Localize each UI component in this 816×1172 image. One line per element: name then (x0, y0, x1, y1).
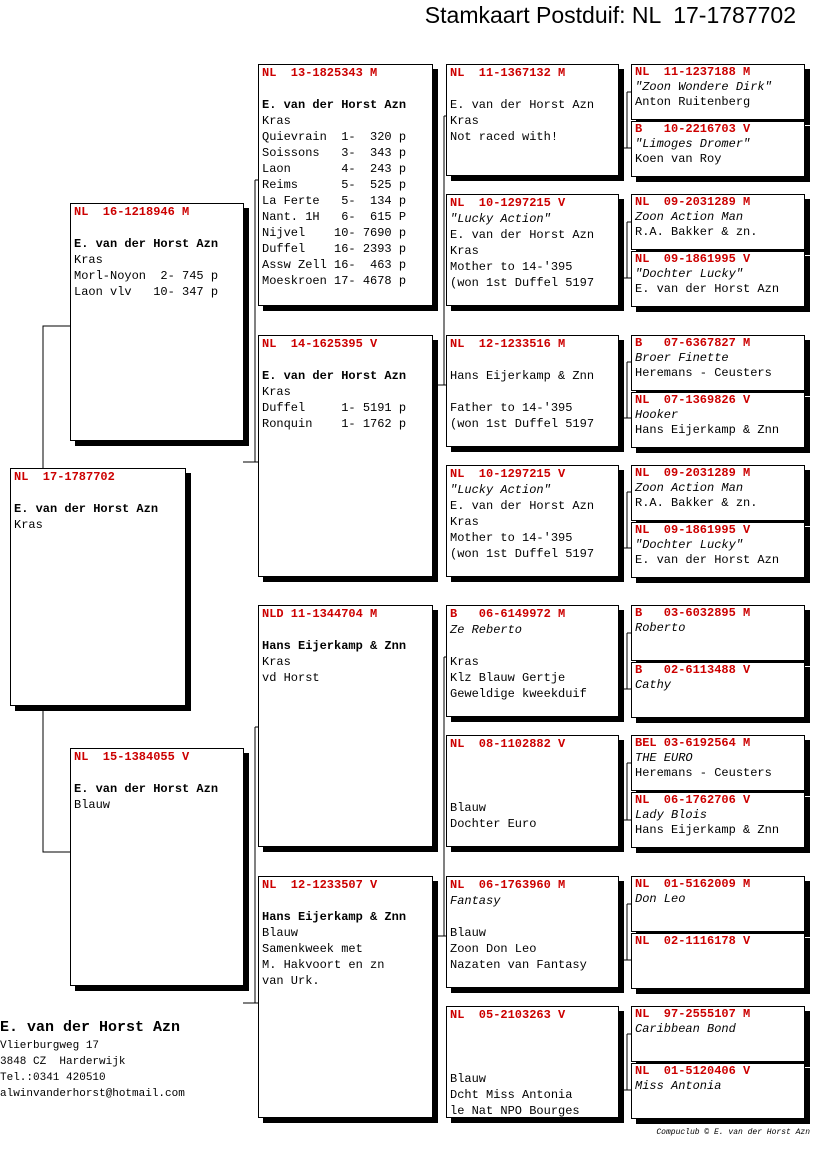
card-line: Kras (450, 114, 479, 128)
card-line (635, 1094, 801, 1109)
card-line: Father to 14-'395 (450, 401, 573, 415)
ring-number: NL 15-1384055 V (74, 750, 190, 764)
pigeon-card-gggp8[interactable] (631, 522, 805, 578)
card-line: Nijvel 10- 7690 p (262, 226, 407, 240)
ring-number: NL 12-1233507 V (262, 878, 378, 892)
ring-number: NL 06-1763960 M (450, 878, 566, 892)
card-line: E. van der Horst Azn (635, 553, 780, 567)
card-line: Caribbean Bond (635, 1022, 736, 1036)
card-line: Hans Eijerkamp & Znn (262, 639, 407, 653)
card-line: "Dochter Lucky" (635, 267, 744, 281)
card-line (450, 752, 615, 768)
card-line: Don Leo (635, 892, 686, 906)
ring-number: NL 11-1367132 M (450, 66, 566, 80)
pigeon-card-gggp4[interactable] (631, 251, 805, 307)
card-line: E. van der Horst Azn (14, 502, 159, 516)
ring-number: NL 14-1625395 V (262, 337, 378, 351)
pigeon-card-gggp5[interactable] (631, 335, 805, 391)
card-line: E. van der Horst Azn (74, 782, 219, 796)
pigeon-card-gp1[interactable] (258, 64, 433, 306)
card-line: E. van der Horst Azn (450, 98, 595, 112)
pigeon-card-gp4[interactable] (258, 876, 433, 1118)
pigeon-card-subject[interactable] (10, 468, 186, 706)
card-line (635, 907, 801, 922)
card-line: van Urk. (262, 974, 320, 988)
ring-number: B 02-6113488 V (635, 663, 751, 677)
card-line: Blauw (450, 1072, 487, 1086)
card-line: Broer Finette (635, 351, 729, 365)
card-line: Zoon Action Man (635, 210, 744, 224)
pigeon-card-gggp11[interactable] (631, 735, 805, 791)
card-line: Mother to 14-'395 (450, 260, 573, 274)
ring-number: NL 10-1297215 V (450, 467, 566, 481)
ring-number: NL 97-2555107 M (635, 1007, 751, 1021)
card-line: R.A. Bakker & zn. (635, 225, 758, 239)
card-line (635, 636, 801, 651)
owner-email[interactable]: alwinvanderhorst@hotmail.com (0, 1088, 185, 1100)
page-title: Stamkaart Postduif: NL 17-1787702 (424, 2, 796, 28)
card-line: "Limoges Dromer" (635, 137, 751, 151)
ring-number: NL 17-1787702 (14, 470, 115, 484)
card-line (14, 485, 182, 501)
card-line (262, 893, 429, 909)
pigeon-card-gggp9[interactable] (631, 605, 805, 661)
card-line: E. van der Horst Azn (635, 282, 780, 296)
pigeon-card-gggp3[interactable] (631, 194, 805, 250)
pigeon-card-ggp6[interactable] (446, 735, 619, 847)
card-line (635, 693, 801, 708)
ring-number: NL 12-1233516 M (450, 337, 566, 351)
card-line (450, 909, 615, 925)
card-line: Blauw (262, 926, 299, 940)
card-line: Hans Eijerkamp & Znn (450, 369, 595, 383)
pigeon-card-ggp3[interactable] (446, 335, 619, 447)
card-line: Mother to 14-'395 (450, 531, 573, 545)
pigeon-card-sire[interactable] (70, 203, 244, 441)
card-line: Zoon Don Leo (450, 942, 537, 956)
pigeon-card-ggp7[interactable] (446, 876, 619, 988)
card-line: Kras (450, 655, 479, 669)
ring-number: NL 16-1218946 M (74, 205, 190, 219)
card-line: (won 1st Duffel 5197 (450, 547, 595, 561)
ring-number: BEL 03-6192564 M (635, 736, 751, 750)
owner-phone: Tel.:0341 420510 (0, 1072, 106, 1084)
ring-number: NL 06-1762706 V (635, 793, 751, 807)
card-line (262, 81, 429, 97)
card-line: Duffel 16- 2393 p (262, 242, 407, 256)
ring-number: NLD 11-1344704 M (262, 607, 378, 621)
card-line: Zoon Action Man (635, 481, 744, 495)
card-line: La Ferte 5- 134 p (262, 194, 407, 208)
ring-number: NL 08-1102882 V (450, 737, 566, 751)
pigeon-card-gggp15[interactable] (631, 1006, 805, 1062)
card-line (74, 220, 240, 236)
card-line: Hans Eijerkamp & Znn (635, 423, 780, 437)
card-line: M. Hakvoort en zn (262, 958, 385, 972)
owner-city: 3848 CZ Harderwijk (0, 1056, 126, 1068)
ring-number: NL 09-2031289 M (635, 466, 751, 480)
card-line (262, 352, 429, 368)
card-line (635, 949, 801, 964)
card-line (450, 81, 615, 97)
card-line: Cathy (635, 678, 672, 692)
card-line: Soissons 3- 343 p (262, 146, 407, 160)
card-line: Duffel 1- 5191 p (262, 401, 407, 415)
card-line: Fantasy (450, 894, 501, 908)
card-line: Not raced with! (450, 130, 559, 144)
ring-number: NL 09-2031289 M (635, 195, 751, 209)
card-line: "Zoon Wondere Dirk" (635, 80, 772, 94)
ring-number: NL 02-1116178 V (635, 934, 751, 948)
card-line: Hans Eijerkamp & Znn (635, 823, 780, 837)
card-line: Morl-Noyon 2- 745 p (74, 269, 219, 283)
card-line (450, 1023, 615, 1039)
card-line: Miss Antonia (635, 1079, 722, 1093)
pigeon-card-gggp12[interactable] (631, 792, 805, 848)
card-line: Assw Zell 16- 463 p (262, 258, 407, 272)
card-line: Blauw (450, 926, 487, 940)
ring-number: NL 09-1861995 V (635, 252, 751, 266)
card-line: (won 1st Duffel 5197 (450, 276, 595, 290)
card-line: Kras (262, 114, 291, 128)
ring-number: NL 09-1861995 V (635, 523, 751, 537)
card-line: Samenkweek met (262, 942, 363, 956)
ring-number: NL 01-5162009 M (635, 877, 751, 891)
ring-number: NL 01-5120406 V (635, 1064, 751, 1078)
pigeon-card-ggp4[interactable] (446, 465, 619, 577)
card-line (450, 638, 615, 654)
card-line: Klz Blauw Gertje (450, 671, 566, 685)
card-line (450, 784, 615, 800)
card-line: Anton Ruitenberg (635, 95, 751, 109)
card-line: Kras (262, 385, 291, 399)
card-line: "Lucky Action" (450, 212, 551, 226)
pigeon-card-gggp16[interactable] (631, 1063, 805, 1119)
ring-number: B 10-2216703 V (635, 122, 751, 136)
pigeon-card-gggp1[interactable] (631, 64, 805, 120)
card-line (450, 1055, 615, 1071)
card-line: Moeskroen 17- 4678 p (262, 274, 407, 288)
card-line: Nazaten van Fantasy (450, 958, 587, 972)
card-line: "Lucky Action" (450, 483, 551, 497)
card-line: Kras (262, 655, 291, 669)
card-line: Heremans - Ceusters (635, 366, 772, 380)
card-line (450, 384, 615, 400)
card-line: Ze Reberto (450, 623, 523, 637)
card-line: Koen van Roy (635, 152, 722, 166)
card-line: E. van der Horst Azn (450, 228, 595, 242)
pigeon-card-gggp14[interactable] (631, 933, 805, 989)
card-line: Heremans - Ceusters (635, 766, 772, 780)
pigeon-card-gggp2[interactable] (631, 121, 805, 177)
card-line: E. van der Horst Azn (262, 98, 407, 112)
card-line: Kras (450, 515, 479, 529)
card-line: E. van der Horst Azn (74, 237, 219, 251)
card-line: Laon 4- 243 p (262, 162, 407, 176)
card-line: Geweldige kweekduif (450, 687, 587, 701)
card-line: Ronquin 1- 1762 p (262, 417, 407, 431)
pigeon-card-gggp10[interactable] (631, 662, 805, 718)
pigeon-card-gggp13[interactable] (631, 876, 805, 932)
owner-name: E. van der Horst Azn (0, 1019, 181, 1036)
ring-number: B 07-6367827 M (635, 336, 751, 350)
pigeon-card-gggp6[interactable] (631, 392, 805, 448)
card-line: Dcht Miss Antonia (450, 1088, 573, 1102)
card-line: Kras (74, 253, 103, 267)
card-line: Quievrain 1- 320 p (262, 130, 407, 144)
card-line (450, 768, 615, 784)
card-line: R.A. Bakker & zn. (635, 496, 758, 510)
card-line: Roberto (635, 621, 686, 635)
owner-street: Vlierburgweg 17 (0, 1040, 100, 1052)
card-line (262, 622, 429, 638)
ring-number: B 06-6149972 M (450, 607, 566, 621)
card-line: Reims 5- 525 p (262, 178, 407, 192)
ring-number: NL 07-1369826 V (635, 393, 751, 407)
card-line: Hooker (635, 408, 679, 422)
card-line (74, 765, 240, 781)
card-line: E. van der Horst Azn (450, 499, 595, 513)
card-line: Dochter Euro (450, 817, 537, 831)
pigeon-card-ggp1[interactable] (446, 64, 619, 176)
card-line: Kras (450, 244, 479, 258)
card-line: E. van der Horst Azn (262, 369, 407, 383)
owner-address-block (0, 1018, 185, 1102)
card-line: Laon vlv 10- 347 p (74, 285, 219, 299)
pigeon-card-dam[interactable] (70, 748, 244, 986)
pigeon-card-ggp5[interactable] (446, 605, 619, 717)
card-line (450, 1039, 615, 1055)
pigeon-card-gggp7[interactable] (631, 465, 805, 521)
ring-number: NL 10-1297215 V (450, 196, 566, 210)
card-line: Nant. 1H 6- 615 P (262, 210, 407, 224)
card-line: THE EURO (635, 751, 693, 765)
card-line: (won 1st Duffel 5197 (450, 417, 595, 431)
card-line (450, 352, 615, 368)
ring-number: B 03-6032895 M (635, 606, 751, 620)
card-line: Kras (14, 518, 43, 532)
card-line: le Nat NPO Bourges (450, 1104, 580, 1118)
pigeon-card-ggp8[interactable] (446, 1006, 619, 1118)
card-line: vd Horst (262, 671, 320, 685)
pigeon-card-gp2[interactable] (258, 335, 433, 577)
pigeon-card-gp3[interactable] (258, 605, 433, 847)
footer-credit: Compuclub © E. van der Horst Azn (656, 1128, 810, 1137)
card-line (635, 964, 801, 979)
ring-number: NL 05-2103263 V (450, 1008, 566, 1022)
card-line: Blauw (450, 801, 487, 815)
card-line: Lady Blois (635, 808, 708, 822)
card-line: Hans Eijerkamp & Znn (262, 910, 407, 924)
ring-number: NL 11-1237188 M (635, 65, 751, 79)
card-line: Blauw (74, 798, 111, 812)
card-line (635, 1037, 801, 1052)
ring-number: NL 13-1825343 M (262, 66, 378, 80)
card-line: "Dochter Lucky" (635, 538, 744, 552)
pigeon-card-ggp2[interactable] (446, 194, 619, 306)
